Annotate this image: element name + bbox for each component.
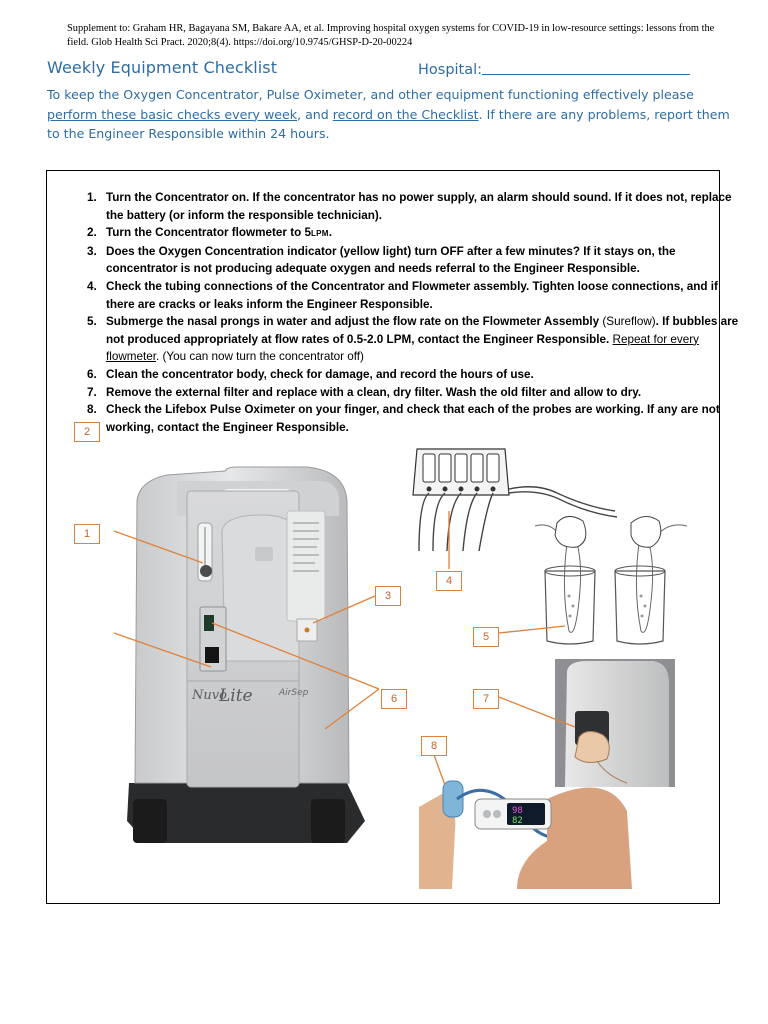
step-4-text: Check the tubing connections of the Concentrator and Flowmeter assembly. Tighten loose connections, and if there are cracks or leaks inform the Engineer Responsible. (106, 279, 718, 311)
step-5-text-e: . (You can now turn the concentrator off) (156, 350, 364, 364)
equipment-figure (47, 171, 721, 905)
intro-paragraph (47, 85, 737, 144)
oximeter-spo2-reading: 98 (512, 806, 523, 816)
callout-5: 5 (473, 627, 499, 647)
intro-emphasis-1: perform these basic checks every week (47, 106, 298, 122)
concentrator-maker-label: AirSep (279, 688, 309, 698)
page-title: Weekly Equipment Checklist (47, 58, 278, 77)
bubble-test-image (535, 516, 687, 644)
callout-1: 1 (74, 524, 100, 544)
pulse-oximeter-image (419, 781, 632, 889)
step-8-text: Check the Lifebox Pulse Oximeter on your finger, and check that each of the probes are working. If any are not working, contact the Engineer Responsible. (106, 403, 720, 434)
hospital-label: Hospital: (418, 62, 483, 78)
concentrator-brand-label: Nuvo (192, 688, 227, 703)
step-7-text: Remove the external filter and replace with a clean, dry filter. Wash the old filter and allow to dry. (106, 385, 642, 399)
callout-7: 7 (473, 689, 499, 709)
step-1-text: Turn the Concentrator on. If the concentrator has no power supply, an alarm should sound. If it does not, replace the battery (or inform the responsible technician). (106, 191, 732, 222)
callout-6: 6 (381, 689, 407, 709)
flowmeter-assembly-image (413, 449, 617, 551)
step-6-text: Clean the concentrator body, check for damage, and record the hours of use. (106, 367, 534, 381)
callout-4: 4 (436, 571, 462, 591)
hospital-field[interactable] (418, 60, 690, 78)
hospital-blank-line[interactable] (482, 60, 690, 75)
intro-text-1: To keep the Oxygen Concentrator, Pulse Oximeter, and other equipment functioning effectively please (47, 87, 694, 102)
callout-2: 2 (74, 422, 100, 442)
step-3-text: Does the Oxygen Concentration indicator (yellow light) turn OFF after a few minutes? If it stays on, the concentrator is not producing adequate oxygen and needs referral to the Engineer Responsible. (106, 244, 676, 276)
concentrator-model-label: Lite (219, 686, 253, 706)
callout-8: 8 (421, 736, 447, 756)
intro-emphasis-2: record on the Checklist (332, 106, 479, 122)
oxygen-concentrator-image (127, 467, 365, 843)
step-5-text-a: Submerge the nasal prongs in water and adjust the flow rate on the Flowmeter Assembly (106, 315, 603, 329)
callout-3: 3 (375, 586, 401, 606)
step-5-text-b: (Sureflow) (602, 315, 656, 329)
checklist-box (46, 170, 739, 904)
citation-note: Supplement to: Graham HR, Bagayana SM, Bakare AA, et al. Improving hospital oxygen systems for COVID-19 in low-resource settings: lessons from the field. Glob Health Sci Pract. 2020;8(4). https://doi.org/10.9745/GHSP-D-20-00224 (67, 23, 715, 48)
intro-text-2: , and (297, 106, 333, 122)
equipment-illustration (47, 171, 721, 905)
step-5-text-d: Repeat for every flowmeter (106, 332, 699, 364)
oximeter-pulse-reading: 82 (512, 816, 523, 826)
step-2-end: . (328, 226, 333, 240)
step-5-text-c: . If bubbles are not produced appropriately at flow rates of 0.5-2.0 LPM, contact the Engineer Responsible. (106, 315, 739, 346)
step-2-text: Turn the Concentrator flowmeter to 5 (106, 226, 311, 240)
step-2-unit: LPM (310, 229, 329, 239)
filter-removal-image (555, 659, 675, 787)
intro-text-3: . If there are any problems, report them to the Engineer Responsible within 24 hours. (47, 106, 730, 141)
